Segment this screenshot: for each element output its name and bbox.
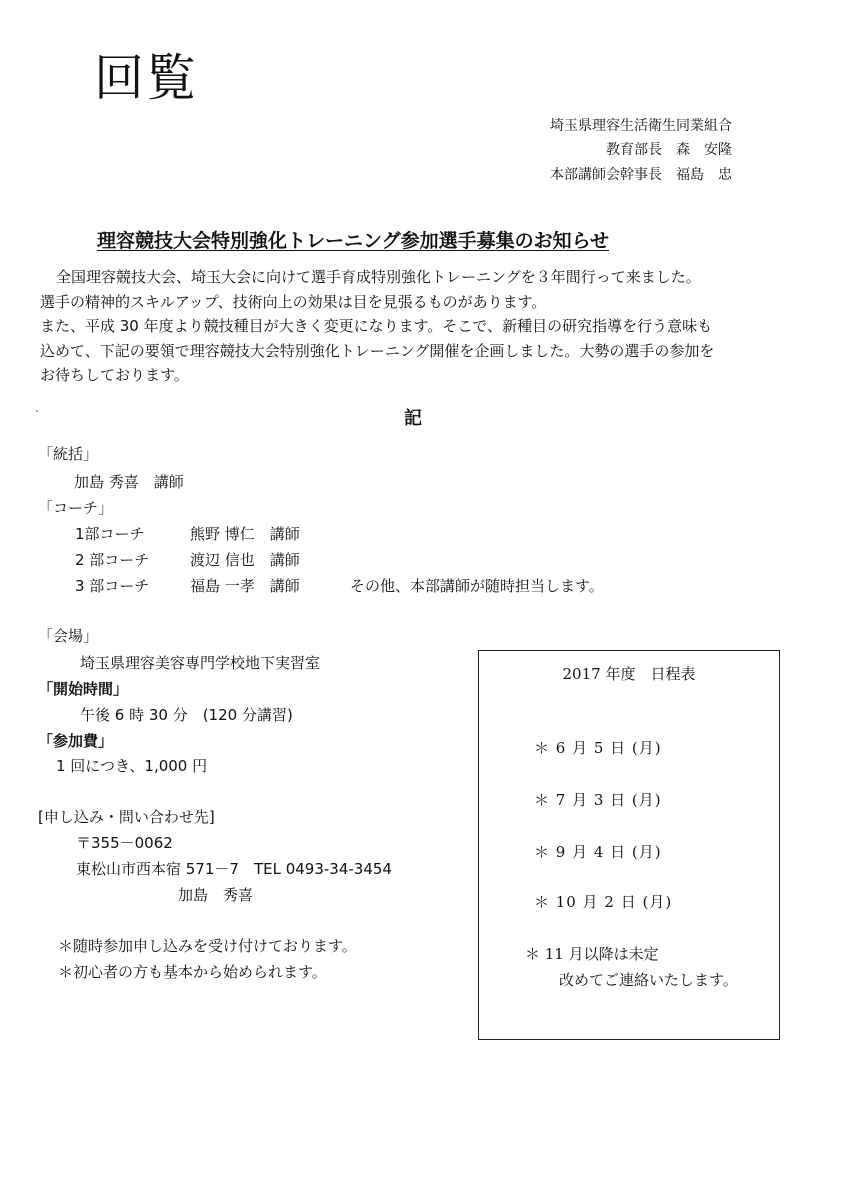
intro-line: 選手の精神的スキルアップ、技術向上の効果は目を見張るものがあります。 <box>40 292 547 311</box>
intro-line: また、平成 30 年度より競技種目が大きく変更になります。そこで、新種目の研究指導を行う意味も <box>40 317 713 335</box>
contact-postal: 〒355－0062 <box>76 834 173 852</box>
intro-line: 込めて、下記の要領で理容競技大会特別強化トレーニング開催を企画しました。大勢の選手の参加を <box>40 341 715 360</box>
scan-mark: ` <box>35 410 40 421</box>
intro-paragraph <box>40 265 785 388</box>
sender-organization: 埼玉県理容生活衛生同業組合 <box>550 118 732 134</box>
contact-address: 東松山市西本宿 571－7 TEL 0493-34-3454 <box>76 860 392 878</box>
schedule-title: 2017 年度 日程表 <box>562 665 696 683</box>
coach-row <box>75 523 300 544</box>
schedule-date: ＊ 7 月 3 日 (月) <box>534 791 662 809</box>
intro-line: お待ちしております。 <box>40 366 189 384</box>
schedule-box <box>478 650 780 1040</box>
coach-name: 渡辺 信也 講師 <box>190 551 300 569</box>
coach-label: 3 部コーチ <box>75 577 150 595</box>
sender-education-head: 教育部長 森 安隆 <box>606 142 732 158</box>
circular-stamp-title: 回覧 <box>94 49 198 107</box>
coach-label: 2 部コーチ <box>75 551 150 569</box>
start-time-heading: 「開始時間」 <box>38 680 129 698</box>
coach-name: 福島 一孝 講師 <box>190 577 300 595</box>
schedule-date: ＊ 6 月 5 日 (月) <box>534 739 662 757</box>
coach-note: その他、本部講師が随時担当します。 <box>350 577 604 595</box>
schedule-date: ＊ 10 月 2 日 (月) <box>534 893 673 911</box>
contact-heading: [申し込み・問い合わせ先] <box>38 808 215 826</box>
intro-line: 全国理容競技大会、埼玉大会に向けて選手育成特別強化トレーニングを３年間行って来ました。 <box>56 268 701 286</box>
venue-value: 埼玉県理容美容専門学校地下実習室 <box>80 654 321 672</box>
fee-value: 1 回につき、1,000 円 <box>56 757 208 775</box>
sender-lecturer-secretary: 本部講師会幹事長 福島 忠 <box>550 167 732 183</box>
venue-heading: 「会場」 <box>38 627 99 645</box>
notice-title: 理容競技大会特別強化トレーニング参加選手募集のお知らせ <box>97 230 610 252</box>
contact-name: 加島 秀喜 <box>178 886 254 904</box>
schedule-date: ＊ 9 月 4 日 (月) <box>534 843 662 861</box>
fee-heading: 「参加費」 <box>38 732 114 750</box>
note-line: ＊初心者の方も基本から始められます。 <box>58 963 327 981</box>
coach-row <box>75 575 300 596</box>
coach-row <box>75 549 300 570</box>
ki-heading: 記 <box>404 408 422 429</box>
coach-heading: 「コーチ」 <box>38 499 114 517</box>
schedule-note: ＊ 11 月以降は未定 <box>525 945 659 963</box>
general-heading: 「統括」 <box>38 445 99 463</box>
general-name: 加島 秀喜 講師 <box>74 473 184 491</box>
coach-name: 熊野 博仁 講師 <box>190 525 300 543</box>
note-line: ＊随時参加申し込みを受け付けております。 <box>58 937 357 955</box>
schedule-note: 改めてご連絡いたします。 <box>559 971 738 989</box>
start-time-value: 午後 6 時 30 分 (120 分講習) <box>80 706 293 724</box>
coach-label: 1部コーチ <box>75 525 145 543</box>
